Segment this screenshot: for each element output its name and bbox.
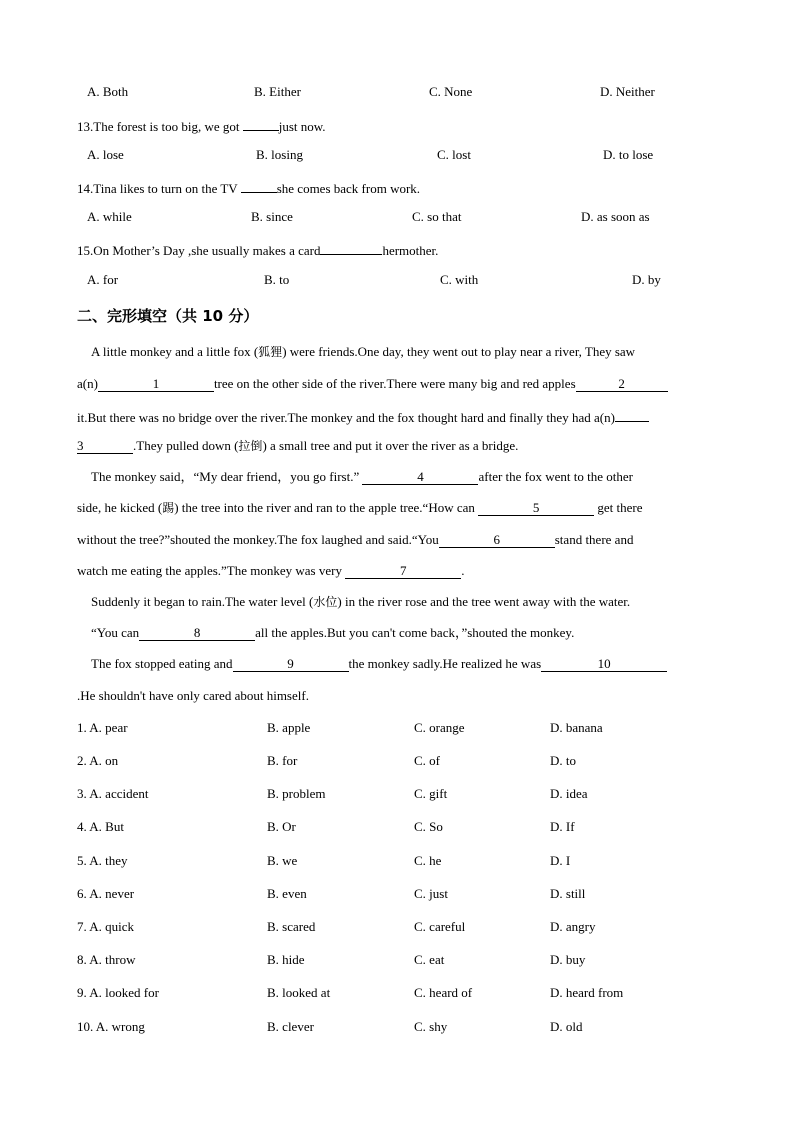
cloze-blank-8[interactable]: 8 — [139, 626, 255, 641]
cloze-blank-1[interactable]: 1 — [98, 377, 214, 392]
passage-line-11 — [91, 656, 667, 672]
passage-text: The monkey said，“My dear friend，you go first.” — [91, 469, 360, 484]
cloze-blank-10[interactable]: 10 — [541, 657, 667, 672]
cloze-blank-4[interactable]: 4 — [362, 470, 478, 485]
option-a: 2. A. on — [77, 753, 119, 768]
option-c: C. careful — [414, 919, 466, 934]
option-b: B. clever — [267, 1019, 314, 1034]
option-a: 1. A. pear — [77, 720, 128, 735]
passage-text: “You can — [91, 625, 140, 640]
question-15-blank[interactable] — [320, 240, 382, 255]
cloze-blank-5[interactable]: 5 — [478, 501, 594, 516]
option-d: D. heard from — [550, 985, 624, 1000]
chinese-gloss: 水位 — [313, 595, 338, 609]
option-b: B. scared — [267, 919, 316, 934]
cloze-blank-3[interactable]: 3 — [77, 439, 133, 454]
question-14 — [77, 178, 420, 197]
passage-text: A little monkey and a little fox ( — [91, 344, 259, 359]
cloze-blank-7[interactable]: 7 — [345, 564, 461, 579]
passage-text: Suddenly it began to rain.The water level ( — [91, 594, 314, 609]
question-15-stem: 15.On Mother’s Day ,she usually makes a card — [77, 243, 321, 258]
cloze-blank-3-start[interactable] — [615, 407, 649, 422]
question-14-stem-end: she comes back from work. — [276, 181, 421, 196]
passage-line-7 — [77, 532, 633, 548]
option-d: D. still — [550, 886, 586, 901]
passage-text: the monkey sadly.He realized he was — [348, 656, 542, 671]
option-c: C. just — [414, 886, 448, 901]
q13-option-b: B. losing — [256, 147, 303, 162]
option-a: 7. A. quick — [77, 919, 135, 934]
option-a: 3. A. accident — [77, 786, 149, 801]
question-15-stem-end: hermother. — [382, 243, 439, 258]
option-b: B. we — [267, 853, 298, 868]
cloze-blank-2[interactable]: 2 — [576, 377, 668, 392]
option-d: D. I — [550, 853, 571, 868]
q13-option-a: A. lose — [87, 147, 124, 162]
option-d: D. banana — [550, 720, 603, 735]
q14-option-a: A. while — [87, 209, 132, 224]
option-b: B. apple — [267, 720, 311, 735]
q15-option-d: D. by — [632, 272, 661, 287]
option-c: C. eat — [414, 952, 445, 967]
q12-option-a: A. Both — [87, 84, 129, 99]
option-c: C. of — [414, 753, 440, 768]
option-c: C. he — [414, 853, 442, 868]
option-a: 6. A. never — [77, 886, 135, 901]
passage-line-8 — [77, 563, 464, 579]
q15-option-b: B. to — [264, 272, 290, 287]
option-b: B. hide — [267, 952, 305, 967]
chinese-gloss: 踢 — [162, 501, 175, 515]
option-b: B. for — [267, 753, 298, 768]
passage-text: The fox stopped eating and — [91, 656, 233, 671]
option-b: B. Or — [267, 819, 296, 834]
passage-text: ) the tree into the river and ran to the apple tree.“How can — [174, 500, 475, 515]
passage-text: tree on the other side of the river.There were many big and red apples — [213, 376, 576, 391]
option-c: C. heard of — [414, 985, 473, 1000]
passage-line-12 — [77, 688, 309, 704]
passage-text: ) in the river rose and the tree went away with the water. — [337, 594, 631, 609]
q14-option-b: B. since — [251, 209, 293, 224]
question-13-stem-end: just now. — [278, 119, 326, 134]
q13-option-d: D. to lose — [603, 147, 654, 162]
passage-text: ) a small tree and put it over the river as a bridge. — [262, 438, 519, 453]
q15-option-c: C. with — [440, 272, 479, 287]
question-14-blank[interactable] — [241, 178, 277, 193]
option-a: 8. A. throw — [77, 952, 136, 967]
passage-line-3 — [77, 407, 649, 426]
option-d: D. old — [550, 1019, 583, 1034]
passage-text: ) were friends.One day, they went out to play near a river, They saw — [282, 344, 636, 359]
passage-text: it.But there was no bridge over the river.The monkey and the fox thought hard and finally they had a(n) — [77, 410, 615, 425]
option-c: C. orange — [414, 720, 465, 735]
passage-text: side, he kicked ( — [77, 500, 163, 515]
passage-text: stand there and — [554, 532, 634, 547]
q14-option-d: D. as soon as — [581, 209, 650, 224]
passage-line-4 — [77, 438, 518, 454]
cloze-blank-6[interactable]: 6 — [439, 533, 555, 548]
passage-line-6 — [77, 500, 643, 516]
passage-line-9 — [91, 594, 630, 610]
option-a: 10. A. wrong — [77, 1019, 145, 1034]
option-a: 5. A. they — [77, 853, 128, 868]
section-title-cloze: 二、完形填空（共 10 分） — [77, 307, 259, 325]
passage-text: .They pulled down ( — [133, 438, 239, 453]
question-13-blank[interactable] — [243, 116, 279, 131]
option-b: B. looked at — [267, 985, 331, 1000]
option-d: D. angry — [550, 919, 596, 934]
q14-option-c: C. so that — [412, 209, 462, 224]
option-c: C. So — [414, 819, 443, 834]
passage-line-5 — [91, 469, 633, 485]
cloze-blank-9[interactable]: 9 — [233, 657, 349, 672]
passage-text: all the apples.But you can't come back，”shouted the monkey. — [255, 625, 575, 640]
passage-text: .He shouldn't have only cared about himself. — [77, 688, 309, 703]
passage-text: without the tree?”shouted the monkey.The fox laughed and said.“You — [77, 532, 439, 547]
question-13 — [77, 116, 326, 135]
chinese-gloss: 拉倒 — [238, 439, 263, 453]
option-c: C. gift — [414, 786, 448, 801]
option-d: D. to — [550, 753, 576, 768]
q13-option-c: C. lost — [437, 147, 471, 162]
passage-text: a(n) — [77, 376, 98, 391]
passage-text: . — [461, 563, 465, 578]
passage-line-10 — [91, 625, 574, 641]
option-b: B. even — [267, 886, 307, 901]
passage-line-2 — [77, 376, 668, 392]
option-a: 4. A. But — [77, 819, 124, 834]
option-d: D. If — [550, 819, 575, 834]
passage-text: after the fox went to the other — [478, 469, 633, 484]
question-15 — [77, 240, 438, 259]
chinese-gloss: 狐狸 — [258, 345, 283, 359]
q12-option-c: C. None — [429, 84, 473, 99]
option-d: D. idea — [550, 786, 588, 801]
passage-line-1 — [91, 344, 635, 360]
option-a: 9. A. looked for — [77, 985, 159, 1000]
question-14-stem: 14.Tina likes to turn on the TV — [77, 181, 241, 196]
q12-option-d: D. Neither — [600, 84, 655, 99]
question-13-stem: 13.The forest is too big, we got — [77, 119, 243, 134]
passage-text: get there — [597, 500, 643, 515]
option-c: C. shy — [414, 1019, 448, 1034]
q15-option-a: A. for — [87, 272, 119, 287]
option-d: D. buy — [550, 952, 586, 967]
q12-option-b: B. Either — [254, 84, 301, 99]
option-b: B. problem — [267, 786, 326, 801]
passage-text: watch me eating the apples.”The monkey was very — [77, 563, 342, 578]
